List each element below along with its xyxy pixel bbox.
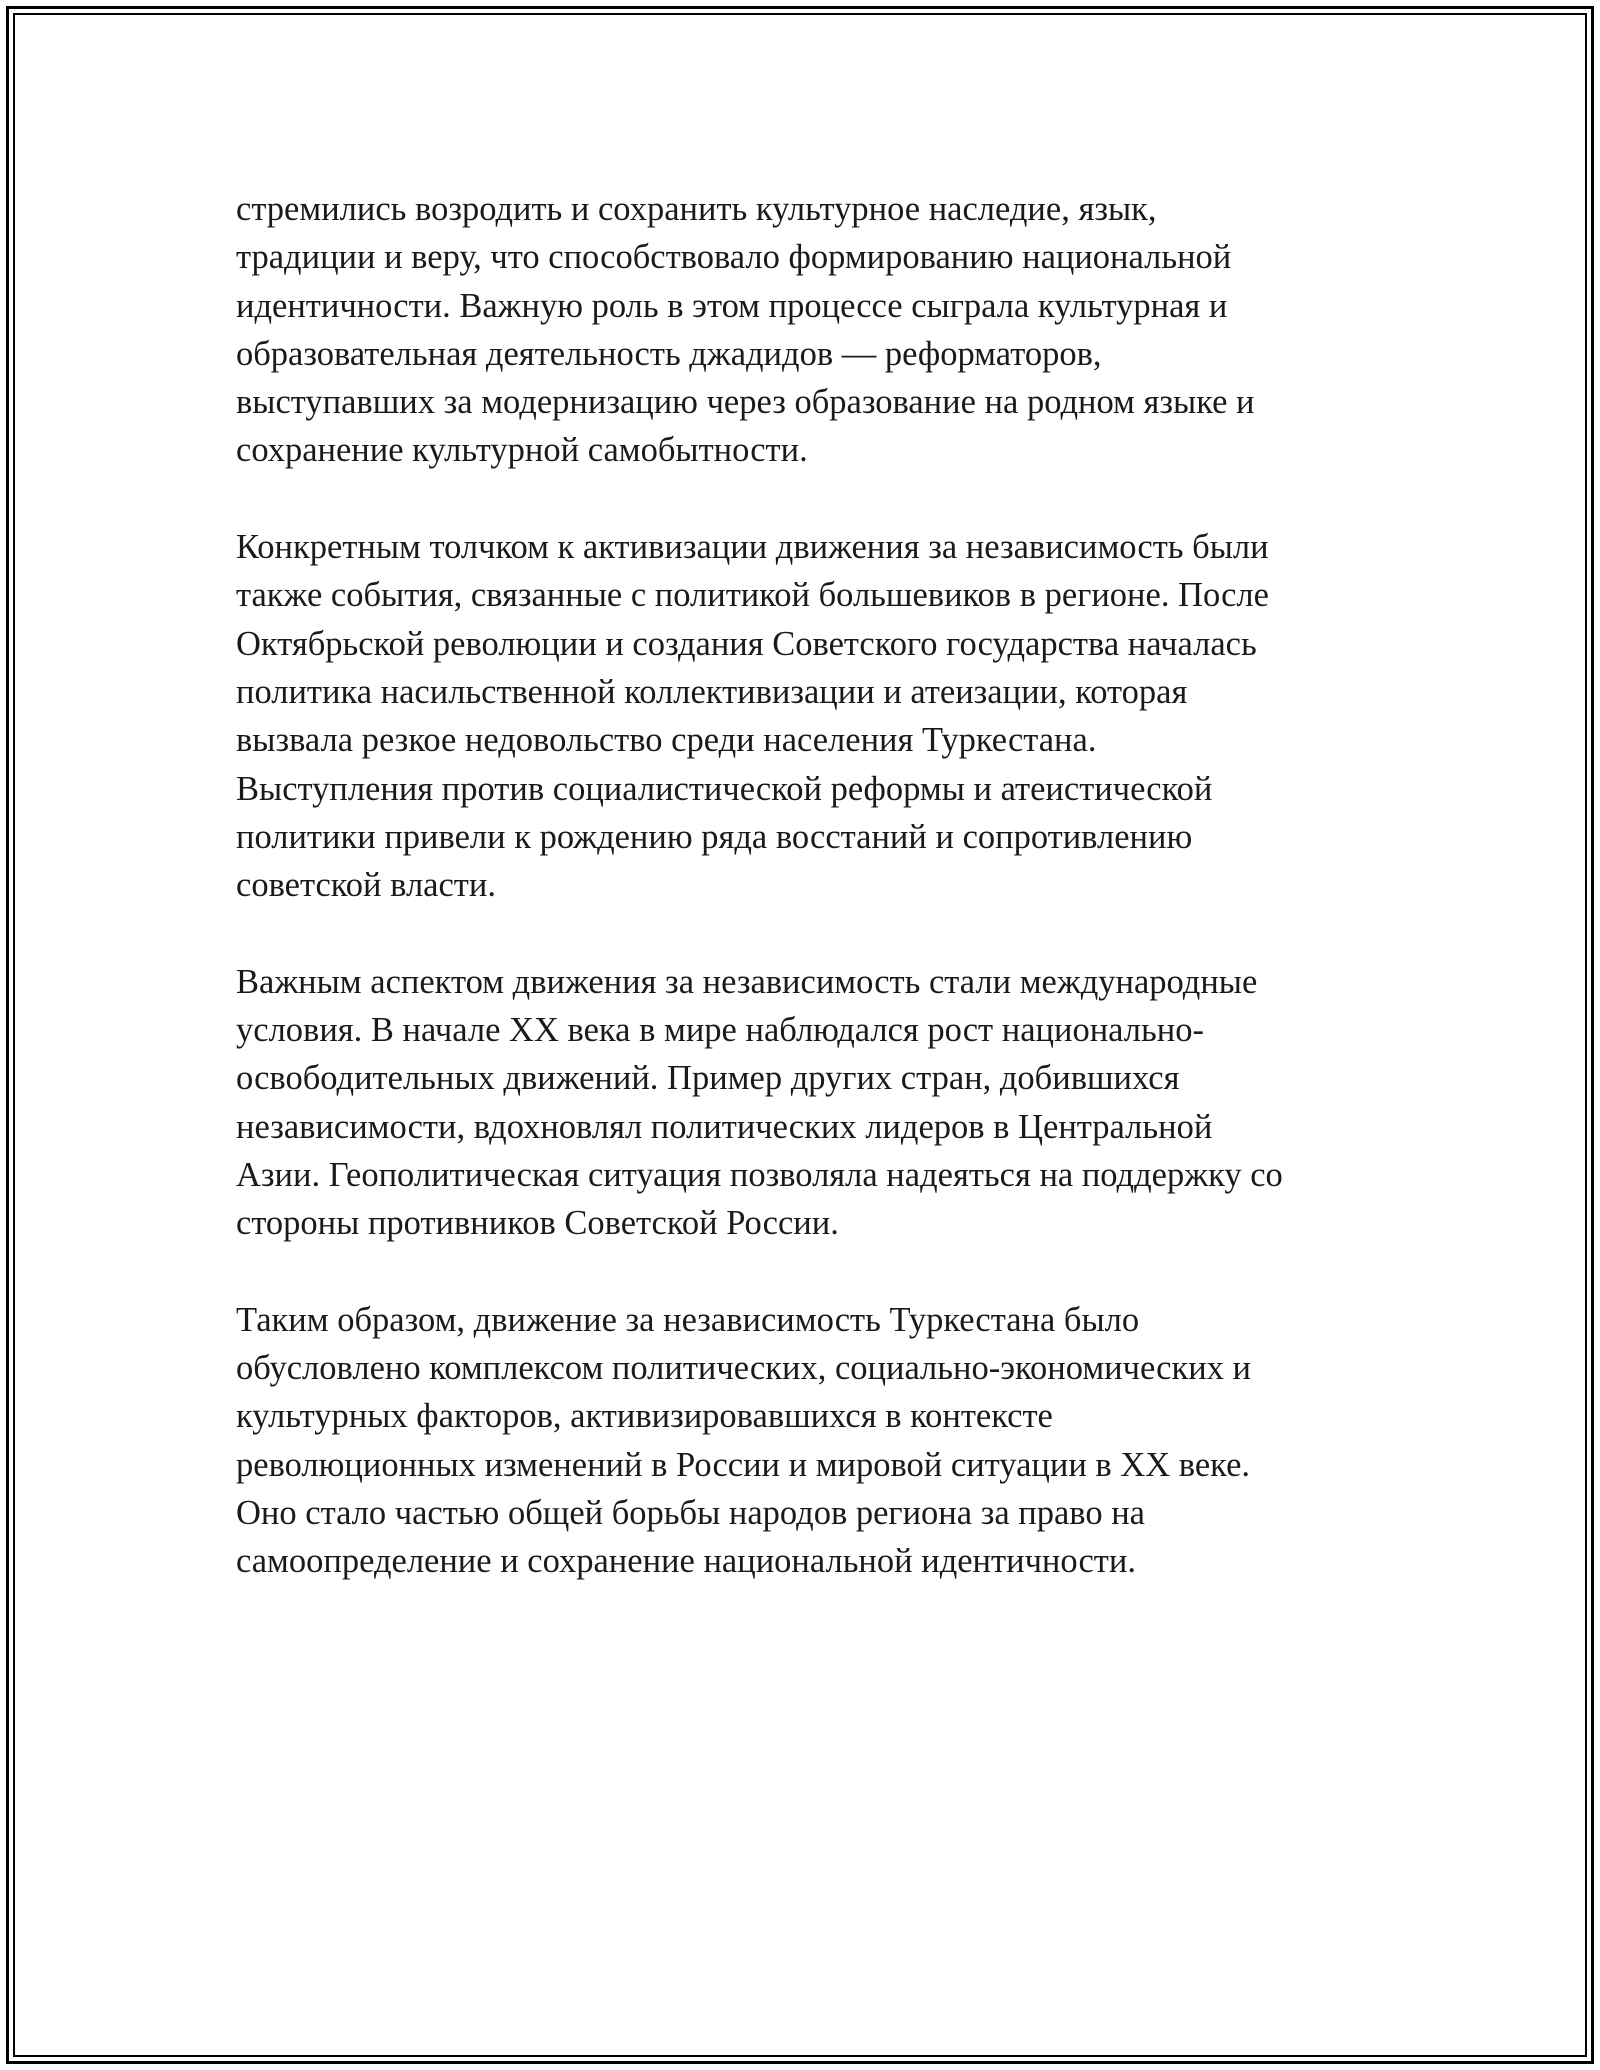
text-line: Октябрьской революции и создания Советского государства началась	[236, 624, 1257, 663]
text-line: политики привели к рождению ряда восстаний и сопротивлению	[236, 817, 1193, 856]
paragraph-1	[236, 185, 1376, 475]
text-line: Выступления против социалистической реформы и атеистической	[236, 769, 1213, 808]
text-line: Таким образом, движение за независимость Туркестана было	[236, 1300, 1140, 1339]
text-line: культурных факторов, активизировавшихся в контексте	[236, 1397, 1053, 1436]
text-line: Оно стало частью общей борьбы народов региона за право на	[236, 1494, 1145, 1533]
paragraph-2	[236, 523, 1376, 909]
text-line: обусловлено комплексом политических, социально-экономических и	[236, 1349, 1252, 1388]
text-line: вызвала резкое недовольство среди населения Туркестана.	[236, 721, 1097, 760]
text-line: сохранение культурной самобытности.	[236, 431, 808, 470]
text-line: революционных изменений в России и мировой ситуации в XX веке.	[236, 1445, 1251, 1484]
text-line: освободительных движений. Пример других стран, добившихся	[236, 1059, 1180, 1098]
text-line: стороны противников Советской России.	[236, 1204, 839, 1243]
text-line: также события, связанные с политикой большевиков в регионе. После	[236, 576, 1269, 615]
text-line: самоопределение и сохранение национальной идентичности.	[236, 1542, 1136, 1581]
text-line: независимости, вдохновлял политических лидеров в Центральной	[236, 1107, 1213, 1146]
text-line: политика насильственной коллективизации и атеизации, которая	[236, 672, 1188, 711]
document-body	[236, 185, 1376, 1634]
text-line: Важным аспектом движения за независимость стали международные	[236, 962, 1258, 1001]
text-line: условия. В начале XX века в мире наблюдался рост национально-	[236, 1011, 1204, 1050]
text-line: образовательная деятельность джадидов — реформаторов,	[236, 334, 1102, 373]
text-line: Конкретным толчком к активизации движения за независимость были	[236, 528, 1269, 567]
paragraph-4	[236, 1296, 1376, 1586]
text-line: стремились возродить и сохранить культурное наследие, язык,	[236, 190, 1157, 228]
text-line: идентичности. Важную роль в этом процессе сыграла культурная и	[236, 286, 1228, 325]
text-line: традиции и веру, что способствовало формированию национальной	[236, 238, 1232, 277]
paragraph-3	[236, 958, 1376, 1248]
text-line: Азии. Геополитическая ситуация позволяла надеяться на поддержку со	[236, 1155, 1283, 1194]
text-line: советской власти.	[236, 866, 496, 905]
text-line: выступавших за модернизацию через образование на родном языке и	[236, 383, 1255, 422]
